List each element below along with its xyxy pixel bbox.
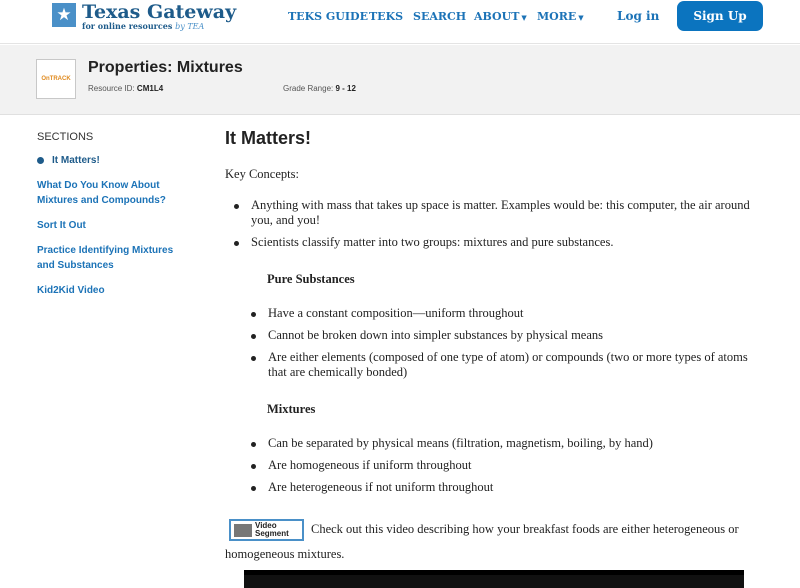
login-link[interactable]: Log in <box>617 9 660 23</box>
badge-line: Video <box>255 521 277 531</box>
resource-header <box>0 45 800 115</box>
video-description <box>225 517 765 567</box>
caret-down-icon: ▼ <box>521 13 527 22</box>
main-content <box>225 128 765 567</box>
pure-substances-heading: Pure Substances <box>267 272 355 286</box>
list-item: Anything with mass that takes up space is matter. Examples would be: this computer, the air around you, and you! <box>225 198 765 228</box>
sidebar-item-what-do-you-know[interactable]: What Do You Know About Mixtures and Compounds? <box>37 180 166 206</box>
resource-id-label: Resource ID: <box>88 84 135 93</box>
grade-range <box>283 84 356 93</box>
section-heading: It Matters! <box>225 128 312 148</box>
star-icon: ★ <box>52 3 76 27</box>
nav-about[interactable] <box>474 10 527 23</box>
texas-gateway-logo[interactable] <box>38 3 236 31</box>
nav-teks[interactable]: TEKS <box>369 10 404 23</box>
top-navigation <box>0 0 800 44</box>
list-item: Can be separated by physical means (filtration, magnetism, boiling, by hand) <box>242 436 765 451</box>
sidebar-item-practice[interactable]: Practice Identifying Mixtures and Substances <box>37 245 174 271</box>
mixtures-heading: Mixtures <box>267 402 316 416</box>
list-item: Cannot be broken down into simpler substances by physical means <box>242 328 765 343</box>
sidebar-item-it-matters[interactable] <box>37 153 207 168</box>
nav-about-label: ABOUT <box>474 10 520 23</box>
clapperboard-icon <box>234 524 252 537</box>
list-item: Are homogeneous if uniform throughout <box>242 458 765 473</box>
sections-sidebar <box>37 131 207 308</box>
grade-range-value: 9 - 12 <box>335 84 356 93</box>
nav-search[interactable]: SEARCH <box>413 10 467 23</box>
video-player[interactable] <box>244 570 744 588</box>
ontrack-logo: OnTRACK <box>36 59 76 99</box>
grade-range-label: Grade Range: <box>283 84 334 93</box>
page-title: Properties: Mixtures <box>88 59 243 76</box>
key-concepts-label: Key Concepts: <box>225 167 299 181</box>
logo-subtitle: for online resources <box>82 21 173 31</box>
logo-title: Texas Gateway <box>82 1 237 23</box>
video-text: Check out this video describing how your breakfast foods are either heterogeneous or homogeneous mixtures. <box>225 522 739 561</box>
list-item: Are either elements (composed of one type of atom) or compounds (two or more types of atoms that are chemically bonded) <box>242 350 765 380</box>
caret-down-icon: ▼ <box>578 13 584 22</box>
sidebar-item-kid2kid-video[interactable]: Kid2Kid Video <box>37 285 105 296</box>
nav-more[interactable] <box>537 10 584 23</box>
logo-by: by TEA <box>175 22 205 31</box>
video-segment-badge <box>229 519 304 541</box>
resource-id-value: CM1L4 <box>136 84 164 93</box>
active-dot-icon <box>37 157 44 164</box>
badge-line: Segment <box>255 529 289 539</box>
list-item: Are heterogeneous if not uniform throughout <box>242 480 765 495</box>
sidebar-item-label: It Matters! <box>52 155 100 166</box>
sidebar-item-sort-it-out[interactable]: Sort It Out <box>37 220 86 231</box>
resource-id <box>88 84 163 93</box>
nav-more-label: MORE <box>537 10 577 23</box>
nav-teks-guide[interactable]: TEKS GUIDE <box>288 10 368 23</box>
sections-heading: SECTIONS <box>37 131 94 143</box>
list-item: Have a constant composition—uniform throughout <box>242 306 765 321</box>
list-item: Scientists classify matter into two groups: mixtures and pure substances. <box>225 235 765 250</box>
sign-up-button[interactable]: Sign Up <box>677 1 763 31</box>
